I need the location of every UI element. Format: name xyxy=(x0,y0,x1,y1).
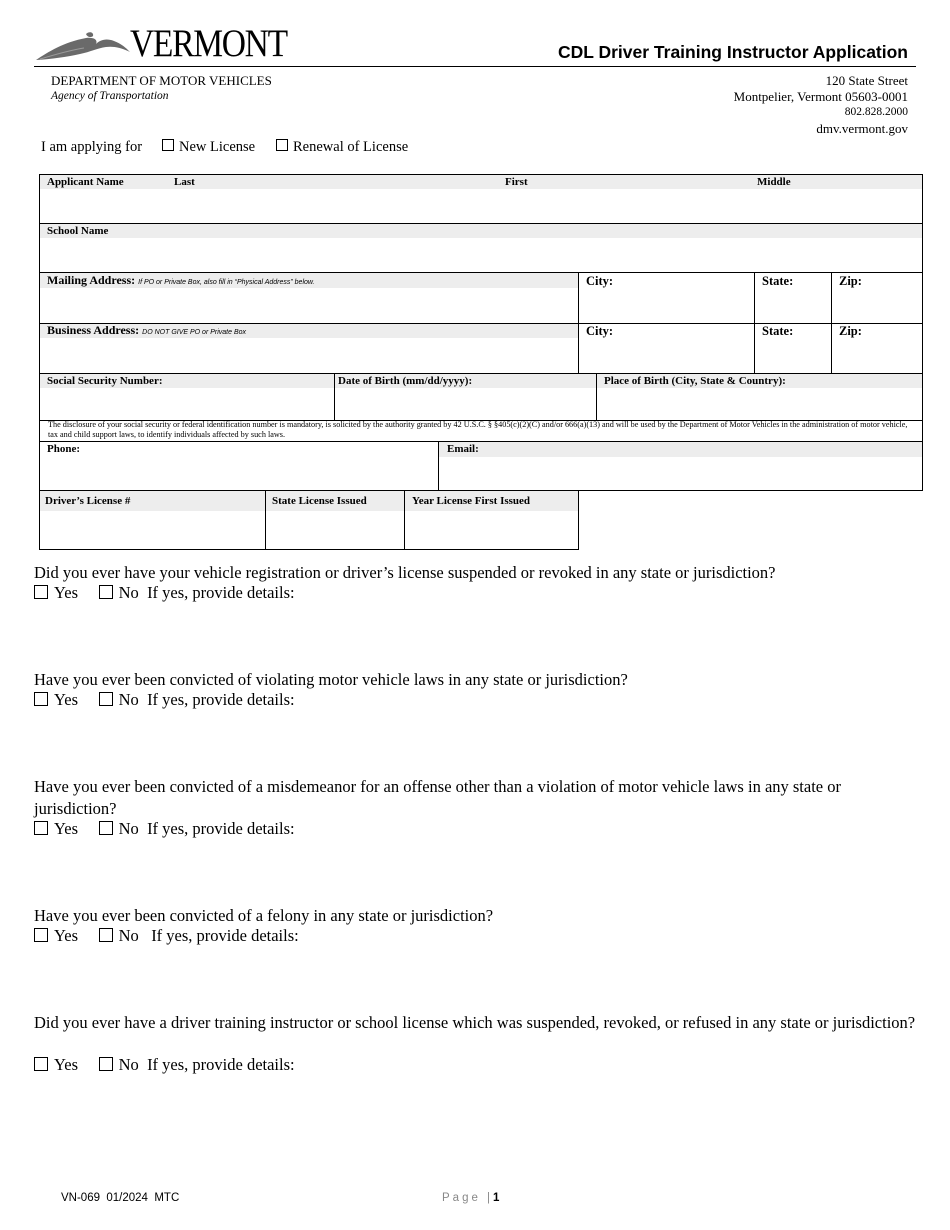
pob-label: Place of Birth (City, State & Country): xyxy=(604,375,786,387)
year-issued-label: Year License First Issued xyxy=(412,495,531,507)
mailing-zip-label: Zip: xyxy=(839,274,862,288)
option-renewal-license[interactable] xyxy=(276,139,408,156)
applying-label: I am applying for xyxy=(41,139,143,155)
q1-no-label: No xyxy=(118,583,139,602)
business-zip-label: Zip: xyxy=(839,324,862,338)
vermont-logo xyxy=(34,22,296,66)
q5-no-checkbox[interactable] xyxy=(99,1057,113,1071)
mailing-address-label: Mailing Address: If PO or Private Box, also fill in “Physical Address” below. xyxy=(47,273,315,287)
mailing-city-field[interactable] xyxy=(579,288,754,322)
page-number: 1 xyxy=(493,1192,500,1204)
question-3-answers xyxy=(34,819,295,839)
q5-details-field[interactable] xyxy=(34,1078,914,1168)
q3-details-field[interactable] xyxy=(34,842,914,898)
business-zip-field[interactable] xyxy=(832,338,922,372)
school-label-band xyxy=(40,224,922,238)
first-name-label: First xyxy=(505,176,528,188)
page-indicator xyxy=(442,1192,499,1204)
option-new-license[interactable] xyxy=(162,139,255,156)
ssn-label: Social Security Number: xyxy=(47,375,163,387)
mailing-address-note: If PO or Private Box, also fill in “Physical Address” below. xyxy=(138,279,315,286)
q1-yes-label: Yes xyxy=(54,583,79,602)
q3-no-checkbox[interactable] xyxy=(99,821,113,835)
q4-no-label: No xyxy=(118,926,139,945)
applicant-name-label: Applicant Name xyxy=(47,176,124,188)
mailing-state-label: State: xyxy=(762,274,794,288)
middle-name-label: Middle xyxy=(757,176,791,188)
q4-yes-checkbox[interactable] xyxy=(34,928,48,942)
dl-number-label: Driver’s License # xyxy=(45,495,131,507)
dl-number-field[interactable] xyxy=(40,511,265,549)
business-city-label: City: xyxy=(586,324,614,338)
address-city: Montpelier, Vermont 05603-0001 xyxy=(733,89,908,104)
ssn-label-band xyxy=(40,374,922,388)
question-3-text: Have you ever been convicted of a misdemeanor for an offense other than a violation of motor vehicle laws in any state or jurisdiction? xyxy=(34,777,841,818)
q1-details-label: If yes, provide details: xyxy=(147,583,295,602)
q3-no-label: No xyxy=(118,819,139,838)
question-2-text: Have you ever been convicted of violating motor vehicle laws in any state or jurisdiction? xyxy=(34,670,628,689)
q5-no-label: No xyxy=(118,1055,139,1074)
business-state-field[interactable] xyxy=(755,338,831,372)
q1-yes-checkbox[interactable] xyxy=(34,585,48,599)
school-name-field[interactable] xyxy=(40,238,922,272)
mailing-city-label: City: xyxy=(586,274,614,288)
department-name: DEPARTMENT OF MOTOR VEHICLES xyxy=(51,73,272,88)
q3-yes-checkbox[interactable] xyxy=(34,821,48,835)
ssn-field[interactable] xyxy=(40,388,334,420)
address-street: 120 State Street xyxy=(825,73,908,88)
form-code: VN-069 01/2024 MTC xyxy=(61,1192,180,1204)
business-city-field[interactable] xyxy=(579,338,754,372)
form-title: CDL Driver Training Instructor Application xyxy=(557,42,908,62)
q2-yes-label: Yes xyxy=(54,690,79,709)
business-state-label: State: xyxy=(762,324,794,338)
q5-yes-label: Yes xyxy=(54,1055,79,1074)
email-label-band xyxy=(439,442,922,457)
last-name-label: Last xyxy=(174,176,195,188)
dob-label: Date of Birth (mm/dd/yyyy): xyxy=(338,375,473,387)
renewal-license-label: Renewal of License xyxy=(293,139,409,155)
applicant-name-field[interactable] xyxy=(40,189,922,223)
bird-icon xyxy=(34,30,134,62)
agency-name: Agency of Transportation xyxy=(51,90,169,102)
q1-details-field[interactable] xyxy=(34,606,914,662)
state-issued-label: State License Issued xyxy=(272,495,367,507)
phone-label: Phone: xyxy=(47,443,80,455)
business-address-field[interactable] xyxy=(40,338,578,372)
q5-yes-checkbox[interactable] xyxy=(34,1057,48,1071)
q2-no-label: No xyxy=(118,690,139,709)
mailing-address-field[interactable] xyxy=(40,288,578,322)
dob-field[interactable] xyxy=(335,388,596,420)
business-address-note: DO NOT GIVE PO or Private Box xyxy=(142,329,247,336)
address-website: dmv.vermont.gov xyxy=(816,121,908,136)
mailing-zip-field[interactable] xyxy=(832,288,922,322)
q3-details-label: If yes, provide details: xyxy=(147,819,295,838)
q4-details-label: If yes, provide details: xyxy=(151,926,299,945)
question-1-answers xyxy=(34,583,295,603)
email-label: Email: xyxy=(447,443,479,455)
q4-details-field[interactable] xyxy=(34,949,914,1005)
q4-no-checkbox[interactable] xyxy=(99,928,113,942)
renewal-license-checkbox[interactable] xyxy=(276,139,288,151)
pob-field[interactable] xyxy=(597,388,922,420)
q2-no-checkbox[interactable] xyxy=(99,692,113,706)
q5-details-label: If yes, provide details: xyxy=(147,1055,295,1074)
school-name-label: School Name xyxy=(47,225,109,237)
page-label: Page | xyxy=(442,1192,494,1204)
mailing-state-field[interactable] xyxy=(755,288,831,322)
question-2-answers xyxy=(34,690,295,710)
address-phone: 802.828.2000 xyxy=(844,106,908,118)
new-license-checkbox[interactable] xyxy=(162,139,174,151)
email-field[interactable] xyxy=(439,457,922,490)
q2-details-field[interactable] xyxy=(34,713,914,769)
ssn-disclosure-notice: The disclosure of your social security or federal identification number is mandatory, is solicited by the authority granted by 42 U.S.C. § §405(c)(2)(C) and/or 666(a)(13) and will be used by the Department of Motor Vehicles in the administration of motor vehicle, tax and child support laws, to identify individuals affected by such laws. xyxy=(48,420,908,439)
header-divider xyxy=(34,66,916,67)
business-address-label: Business Address: DO NOT GIVE PO or Private Box xyxy=(47,323,247,337)
logo-wordmark: VERMONT xyxy=(130,22,287,65)
q4-yes-label: Yes xyxy=(54,926,79,945)
question-5-text: Did you ever have a driver training instructor or school license which was suspended, revoked, or refused in any state or jurisdiction? xyxy=(34,1013,916,1032)
question-5-answers xyxy=(34,1055,295,1075)
year-issued-field[interactable] xyxy=(405,511,578,549)
q2-yes-checkbox[interactable] xyxy=(34,692,48,706)
q3-yes-label: Yes xyxy=(54,819,79,838)
new-license-label: New License xyxy=(179,139,256,155)
state-issued-field[interactable] xyxy=(266,511,404,549)
question-4-answers xyxy=(34,926,299,946)
license-table xyxy=(39,490,579,550)
q1-no-checkbox[interactable] xyxy=(99,585,113,599)
q2-details-label: If yes, provide details: xyxy=(147,690,295,709)
applicant-info-table xyxy=(39,174,923,491)
question-4-text: Have you ever been convicted of a felony in any state or jurisdiction? xyxy=(34,906,494,925)
question-1-text: Did you ever have your vehicle registration or driver’s license suspended or revoked in any state or jurisdiction? xyxy=(34,563,776,582)
phone-field[interactable] xyxy=(40,457,438,490)
